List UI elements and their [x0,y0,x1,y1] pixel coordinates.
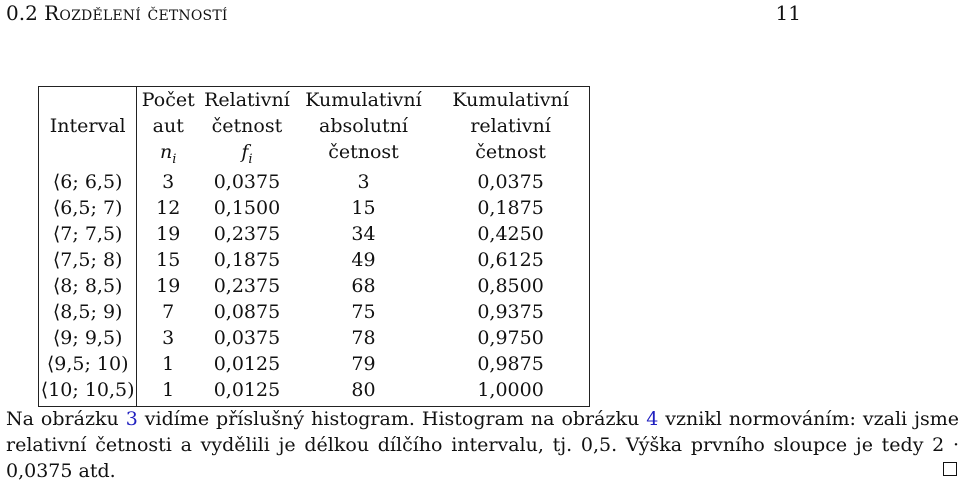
symbol-f-i: $f_i$ [241,141,253,167]
section-number: 0.2 [6,1,38,25]
table-row: ⟨8,5; 9) 7 0,0875 75 0,9375 [39,299,590,325]
header-cumulative-absolute: Kumulativní absolutní četnost [305,89,422,163]
table-row: ⟨10; 10,5) 1 0,0125 80 1,0000 [39,377,590,407]
figure-reference-4[interactable]: 4 [646,408,659,430]
table-row: ⟨7,5; 8) 15 0,1875 49 0,6125 [39,247,590,273]
table-row: ⟨9,5; 10) 1 0,0125 79 0,9875 [39,351,590,377]
table-row: ⟨7; 7,5) 19 0,2375 34 0,4250 [39,221,590,247]
qed-square-icon [943,462,957,476]
table-row: ⟨6,5; 7) 12 0,1500 15 0,1875 [39,195,590,221]
section-title: Rozdělení četností [44,1,228,25]
figure-reference-3[interactable]: 3 [125,408,138,430]
table-row: ⟨8; 8,5) 19 0,2375 68 0,8500 [39,273,590,299]
header-cumulative-relative: Kumulativní relativní četnost [452,89,569,163]
frequency-table [38,86,590,407]
header-count: Počet aut $n_i$ [137,87,199,166]
table-header [39,87,590,166]
page-number: 11 [775,1,801,25]
table-body [39,165,590,407]
header-interval: Interval [39,87,137,166]
table-row: ⟨9; 9,5) 3 0,0375 78 0,9750 [39,325,590,351]
section-heading [6,1,228,25]
table-row: ⟨6; 6,5) 3 0,0375 3 0,0375 [39,165,590,195]
symbol-n-i: $n_i$ [160,141,177,167]
body-paragraph: Na obrázku 3 vidíme příslušný histogram. Histogram na obrázku 4 vznikl normováním: vzali jsme relativní četnosti a vydělili je délkou dílčího intervalu, tj. 0,5. Výška prvního sloupce je tedy 2 · 0,0375 atd. [6,408,959,482]
header-relative: Relativní četnost $f_i$ [199,87,295,166]
page-header [6,0,801,26]
